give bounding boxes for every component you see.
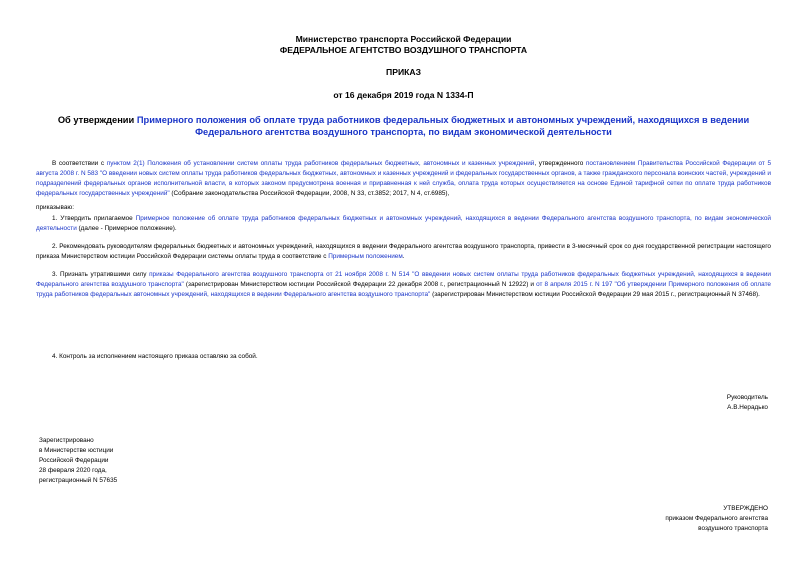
item-2-link[interactable]: Примерным положением <box>328 253 403 260</box>
item-2-text-1: 2. Рекомендовать руководителям федеральных бюджетных и автономных учреждений, находящихся в ведении Федерального агентства воздушного транспорта, привести в 3-месячный срок со дня государственной регистрации настоящего приказа Министерством юстиции Российской Федерации системы оплаты труда в соответствие с <box>36 243 771 260</box>
document-title <box>36 114 771 138</box>
item-3-text-1: 3. Признать утратившими силу <box>52 271 150 278</box>
preamble-text-1: В соответствии с <box>52 160 107 167</box>
preamble-link-regulation[interactable]: пунктом 2(1) Положения об установлении систем оплаты труда работников федеральных бюджетных, автономных и казенных учреждений <box>106 160 535 167</box>
registration-block <box>39 436 117 486</box>
signature-name: А.В.Нерадько <box>727 404 768 411</box>
item-3-link-order-197[interactable]: от 8 апреля 2015 г. N 197 "Об утверждении Примерного положения об оплате труда работников федеральных автономных учреждений, находящихся в ведении Федерального агентства воздушного транспорта" <box>36 281 771 298</box>
preamble-text-3: (Собрание законодательства Российской Федерации, 2008, N 33, ст.3852; 2017, N 4, ст.6985), <box>169 190 450 197</box>
title-prefix: Об утверждении <box>57 115 137 125</box>
item-3-link-order-514[interactable]: приказы Федерального агентства воздушного транспорта от 21 ноября 2008 г. N 514 "О введении новых систем оплаты труда работников федеральных бюджетных учреждений, находящихся в ведении Федерального агентства воздушного транспорта" <box>36 271 771 288</box>
item-3-paragraph <box>36 270 771 300</box>
order-word: приказываю: <box>36 204 74 211</box>
registration-line-2: в Министерстве юстиции <box>39 447 114 454</box>
item-1-paragraph <box>36 214 771 234</box>
registration-line-3: Российской Федерации <box>39 457 109 464</box>
approval-line-1: УТВЕРЖДЕНО <box>723 505 768 512</box>
item-4-paragraph: 4. Контроль за исполнением настоящего приказа оставляю за собой. <box>52 353 258 360</box>
agency-name: ФЕДЕРАЛЬНОЕ АГЕНТСТВО ВОЗДУШНОГО ТРАНСПОРТА <box>279 45 528 55</box>
item-3-text-3: (зарегистрирован Министерством юстиции Российской Федерации 29 мая 2015 г., регистрационный N 37468). <box>430 291 760 298</box>
item-1-text-2: (далее - Примерное положение). <box>76 225 177 232</box>
signature-position: Руководитель <box>726 394 768 401</box>
item-1-link[interactable]: Примерное положение об оплате труда работников федеральных бюджетных и автономных учреждений, находящихся в ведении Федерального агентства воздушного транспорта, по видам экономической деятельности <box>36 215 771 232</box>
item-2-text-2: . <box>402 253 405 260</box>
registration-line-4: 28 февраля 2020 года, <box>39 467 107 474</box>
approval-line-2: приказом Федерального агентства <box>665 515 768 522</box>
registration-line-1: Зарегистрировано <box>39 437 94 444</box>
title-link[interactable]: Примерного положения об оплате труда работников федеральных бюджетных и автономных учреждений, находящихся в ведении Федерального агентства воздушного транспорта, по видам экономической деятельности <box>136 115 750 137</box>
approval-block <box>665 504 768 534</box>
document-date-number: от 16 декабря 2019 года N 1334-П <box>333 90 474 100</box>
item-1-text-1: 1. Утвердить прилагаемое <box>52 215 136 222</box>
preamble-paragraph <box>36 159 771 199</box>
item-2-paragraph <box>36 242 771 262</box>
document-type: ПРИКАЗ <box>386 67 421 77</box>
item-3-text-2: (зарегистрирован Министерством юстиции Российской Федерации 22 декабря 2008 г., регистрационный N 12922) и <box>183 281 537 288</box>
ministry-name: Министерство транспорта Российской Федерации <box>295 34 512 44</box>
preamble-link-resolution[interactable]: постановлением Правительства Российской Федерации от 5 августа 2008 г. N 583 "О введении новых систем оплаты труда работников федеральных бюджетных, автономных и казенных учреждений и федеральных государственных органов, а также гражданского персонала воинских частей, учреждений и подразделений федеральных органов исполнительной власти, в которых законом предусмотрена военная и приравненная к ней служба, оплата труда которых осуществляется на основе Единой тарифной сетки по оплате труда работников федеральных государственных учреждений" <box>36 160 772 197</box>
approval-line-3: воздушного транспорта <box>698 525 768 532</box>
registration-line-5: регистрационный N 57635 <box>39 477 118 484</box>
preamble-text-2: , утвержденного <box>534 160 586 167</box>
